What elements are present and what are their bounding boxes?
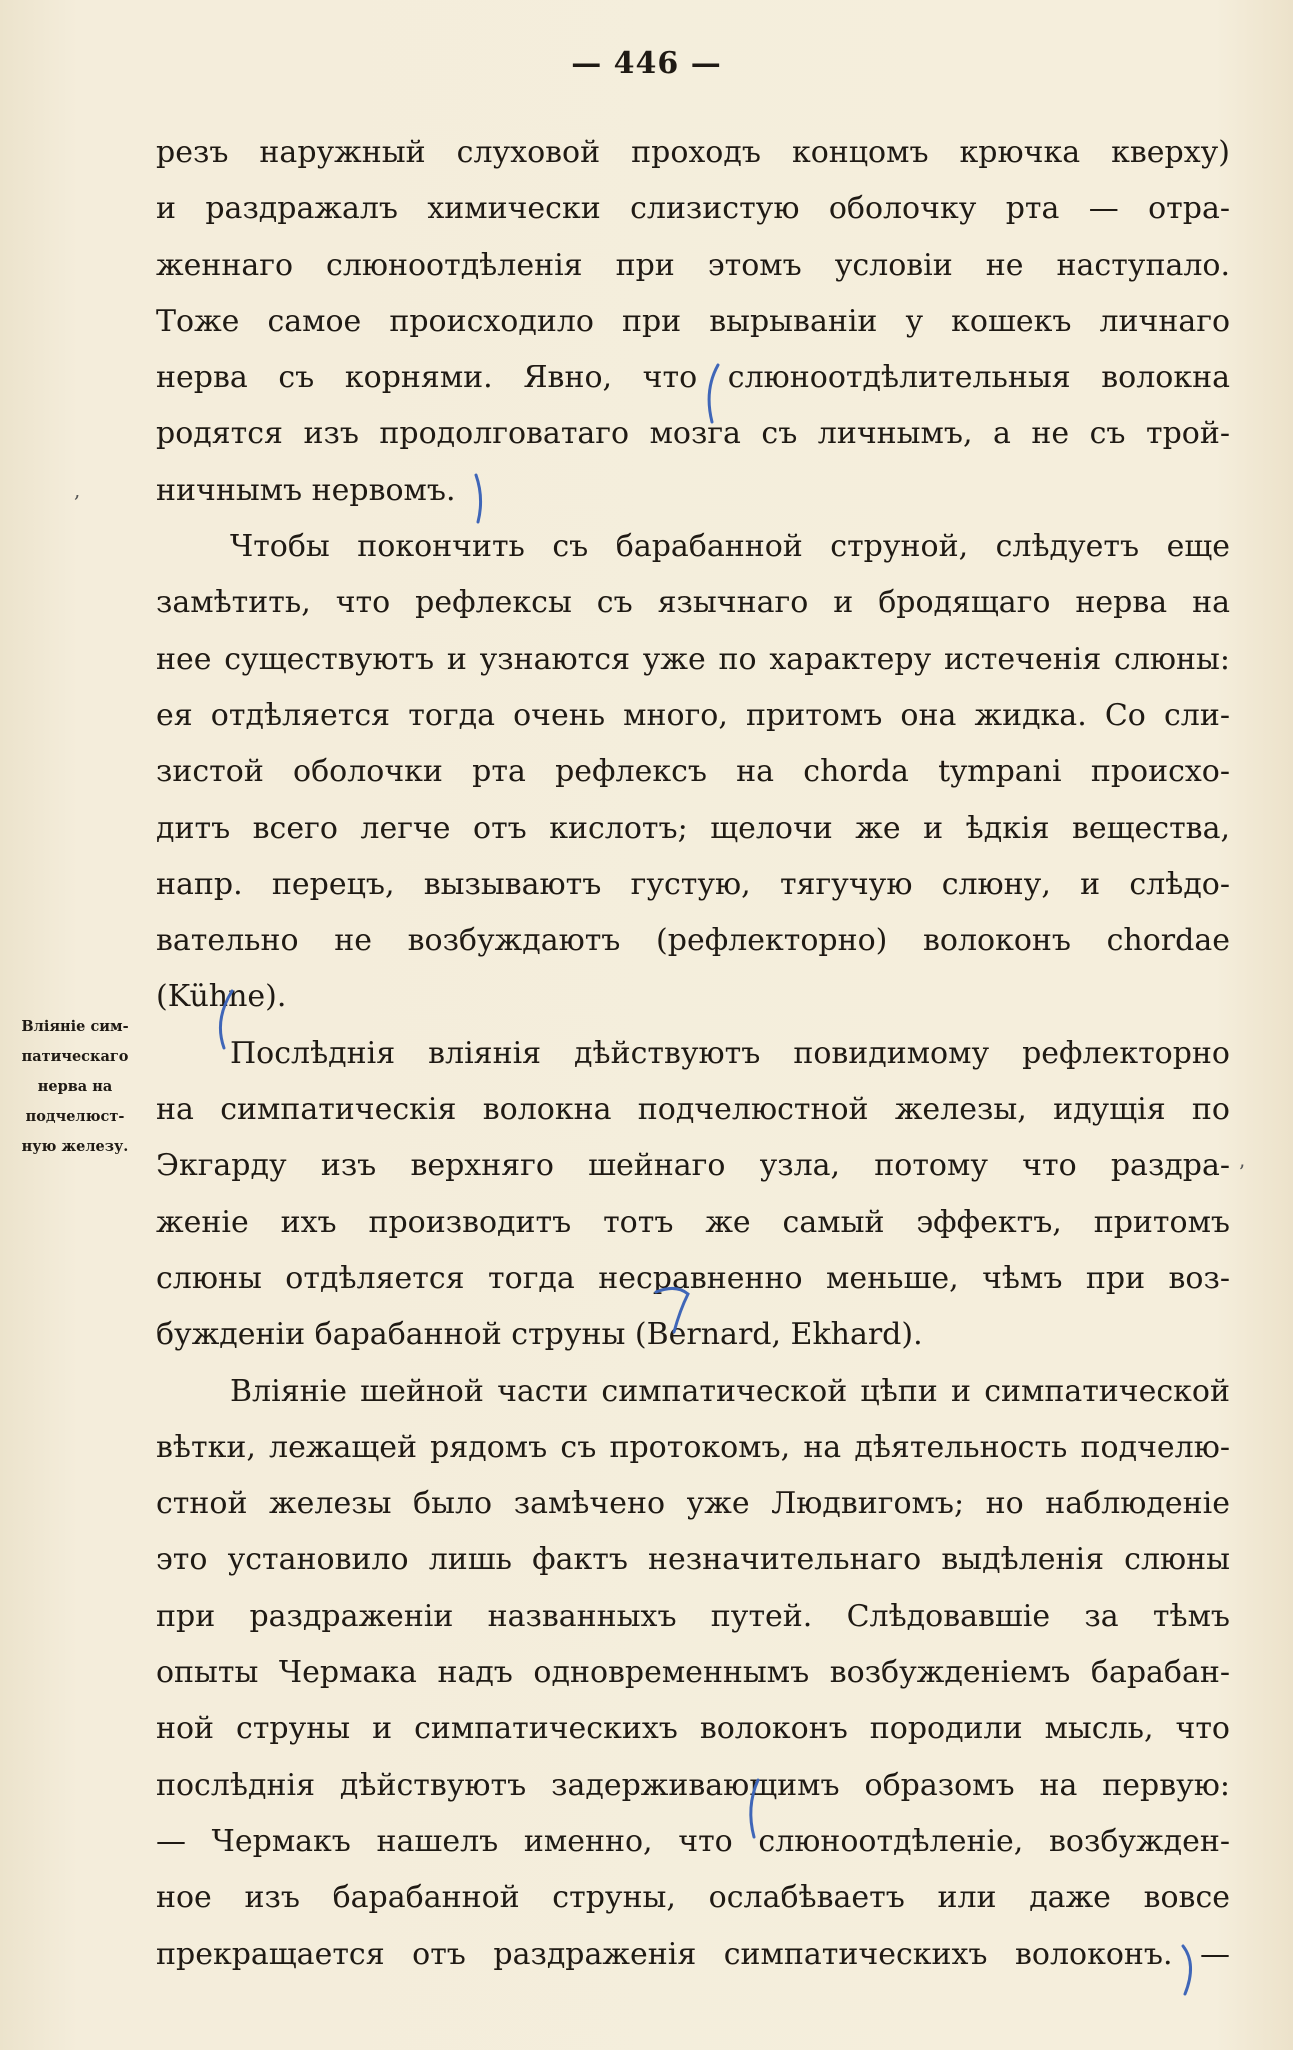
text-line: вательно не возбуждаютъ (рефлекторно) волоконъ chordae	[156, 923, 1230, 959]
text-line: стной железы было замѣчено уже Людвигомъ; но наблюденіе	[156, 1486, 1230, 1522]
pencil-bracket-mark	[740, 1775, 766, 1845]
text-line: Послѣднія вліянія дѣйствуютъ повидимому рефлекторно	[230, 1035, 1230, 1071]
text-line: Экгарду изъ верхняго шейнаго узла, потому что раздра-	[156, 1148, 1230, 1184]
text-line: — Чермакъ нашелъ именно, что слюноотдѣленіе, возбужден-	[156, 1823, 1230, 1859]
text-line: ной струны и симпатическихъ волоконъ породили мысль, что	[156, 1711, 1230, 1747]
text-line: вѣтки, лежащей рядомъ съ протокомъ, на дѣятельность подчелю-	[156, 1429, 1230, 1465]
text-line: женнаго слюноотдѣленія при этомъ условіи не наступало.	[156, 247, 1230, 283]
margin-note-line: подчелюст-	[25, 1108, 125, 1125]
pencil-bracket-mark	[210, 986, 240, 1056]
text-line: послѣднія дѣйствуютъ задерживающимъ образомъ на первую:	[156, 1767, 1230, 1803]
text-line: ничнымъ нервомъ.	[156, 472, 456, 508]
pencil-bracket-mark	[650, 1280, 700, 1340]
text-line: опыты Чермака надъ одновременнымъ возбужденіемъ барабан-	[156, 1655, 1230, 1691]
text-line: Вліяніе шейной части симпатической цѣпи и симпатической	[230, 1373, 1230, 1409]
pencil-bracket-mark	[1175, 1940, 1205, 2000]
text-line: слюны отдѣляется тогда несравненно меньше, чѣмъ при воз-	[156, 1260, 1230, 1296]
margin-note-line: нерва на	[37, 1078, 113, 1095]
text-line: ное изъ барабанной струны, ослабѣваетъ или даже вовсе	[156, 1880, 1230, 1916]
body-text	[156, 125, 1230, 1983]
text-line: Тоже самое происходило при вырываніи у кошекъ личнаго	[156, 303, 1230, 339]
pencil-bracket-mark	[698, 360, 728, 430]
margin-note-line: патическаго	[21, 1048, 129, 1065]
text-line: напр. перецъ, вызываютъ густую, тягучую слюну, и слѣдо-	[156, 866, 1230, 902]
pencil-bracket-mark	[470, 470, 490, 530]
text-line: нее существуютъ и узнаются уже по характеру истеченія слюны:	[156, 641, 1230, 677]
text-line: (Kühne).	[156, 979, 287, 1015]
margin-note	[4, 1012, 146, 1162]
margin-note-line: ную железу.	[21, 1138, 129, 1155]
margin-note-line: Вліяніе сим-	[21, 1018, 129, 1035]
text-line: Чтобы покончить съ барабанной струной, слѣдуетъ еще	[230, 529, 1230, 565]
text-line: и раздражалъ химически слизистую оболочку рта — отра-	[156, 191, 1230, 227]
text-line: зистой оболочки рта рефлексъ на chorda tympani происхо-	[156, 754, 1230, 790]
margin-tick-mark: ,	[74, 478, 81, 502]
text-line: нерва съ корнями. Явно, что слюноотдѣлительныя волокна	[156, 360, 1230, 396]
text-line: прекращается отъ раздраженія симпатическихъ волоконъ. —	[156, 1936, 1230, 1972]
text-line: дитъ всего легче отъ кислотъ; щелочи же и ѣдкія вещества,	[156, 810, 1230, 846]
text-line: бужденіи барабанной струны (Bernard, Ekhard).	[156, 1317, 923, 1353]
text-line: это установило лишь фактъ незначительнаго выдѣленія слюны	[156, 1542, 1230, 1578]
text-line: женіе ихъ производитъ тотъ же самый эффектъ, притомъ	[156, 1204, 1230, 1240]
page-number: — 446 —	[571, 46, 722, 81]
text-line: замѣтить, что рефлексы съ язычнаго и бродящаго нерва на	[156, 585, 1230, 621]
text-line: родятся изъ продолговатаго мозга съ личнымъ, а не съ трой-	[156, 416, 1230, 452]
margin-tick-mark: ʼ	[1238, 1160, 1245, 1184]
text-line: при раздраженіи названныхъ путей. Слѣдовавшіе за тѣмъ	[156, 1598, 1230, 1634]
text-line: ея отдѣляется тогда очень много, притомъ она жидка. Со сли-	[156, 697, 1230, 733]
text-line: резъ наружный слуховой проходъ концомъ крючка кверху)	[156, 135, 1230, 170]
text-line: на симпатическія волокна подчелюстной железы, идущія по	[156, 1092, 1230, 1128]
